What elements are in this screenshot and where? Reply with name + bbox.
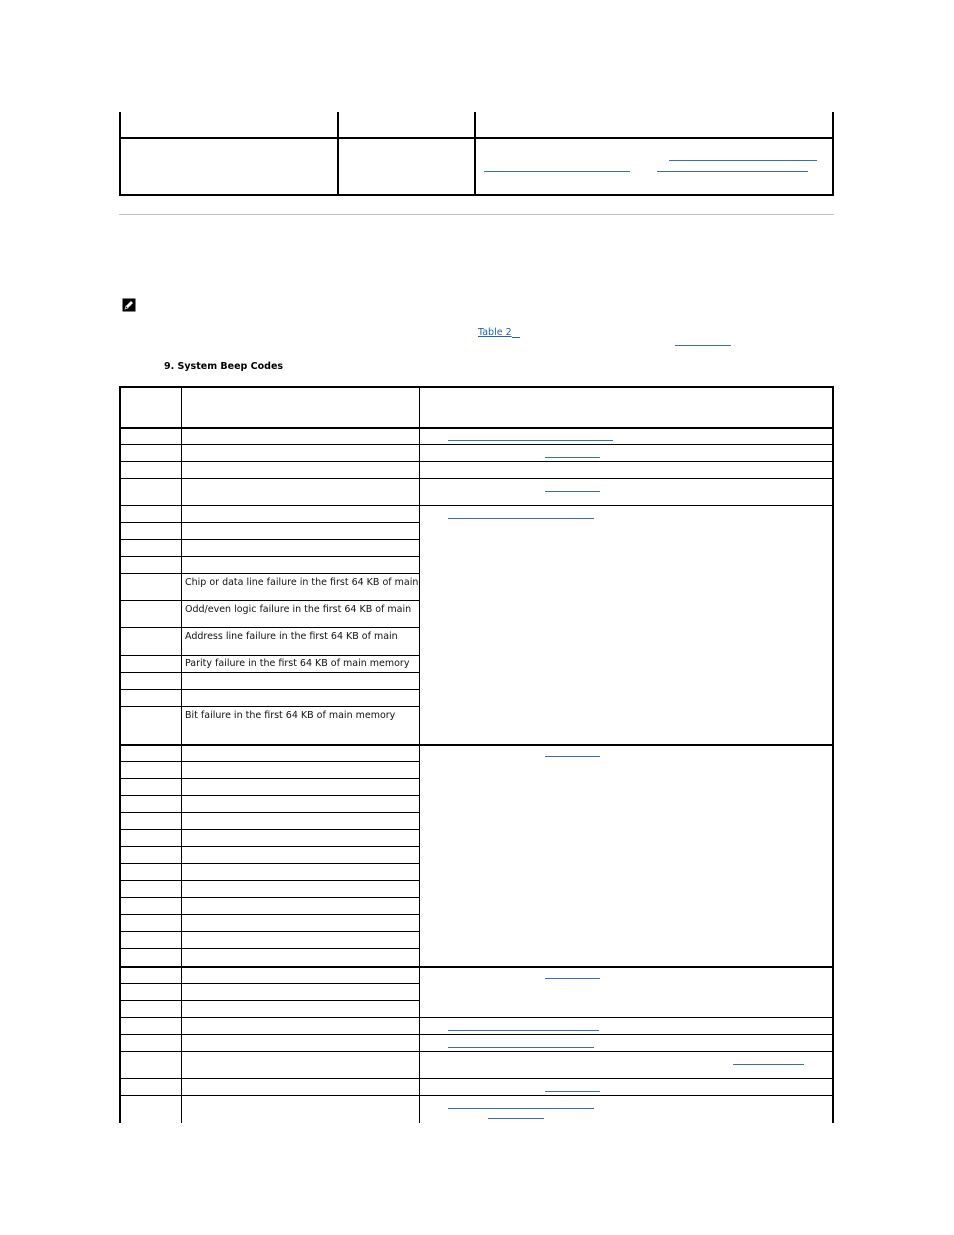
action-link[interactable]	[545, 457, 600, 458]
action-link[interactable]	[545, 491, 600, 492]
beep-desc-parity-failure: Parity failure in the first 64 KB of main memory	[185, 658, 410, 669]
action-link[interactable]	[733, 1064, 804, 1065]
action-link[interactable]	[448, 518, 594, 519]
top-link-1[interactable]	[669, 160, 817, 161]
top-link-3[interactable]	[657, 171, 808, 172]
action-link[interactable]	[448, 1108, 594, 1109]
action-link[interactable]	[488, 1118, 544, 1119]
action-link[interactable]	[448, 1030, 599, 1031]
section-divider	[119, 214, 834, 215]
note-link[interactable]	[675, 345, 731, 346]
beep-desc-odd-even-logic: Odd/even logic failure in the first 64 KB of main	[185, 604, 412, 615]
table-2-link-underline-tail	[512, 337, 520, 338]
table-2-link[interactable]: Table 2	[478, 327, 512, 338]
action-link[interactable]	[448, 440, 613, 441]
beep-desc-bit-failure: Bit failure in the first 64 KB of main memory	[185, 710, 396, 721]
action-link[interactable]	[545, 1091, 600, 1092]
action-link[interactable]	[448, 1047, 594, 1048]
action-link[interactable]	[545, 978, 600, 979]
action-link[interactable]	[545, 756, 600, 757]
table-caption: 9. System Beep Codes	[164, 361, 284, 372]
top-link-2[interactable]	[484, 171, 630, 172]
pencil-note-icon	[122, 297, 136, 311]
beep-desc-chip-data-line: Chip or data line failure in the first 64 KB of main	[185, 577, 419, 588]
beep-desc-address-line: Address line failure in the first 64 KB of main	[185, 631, 398, 642]
